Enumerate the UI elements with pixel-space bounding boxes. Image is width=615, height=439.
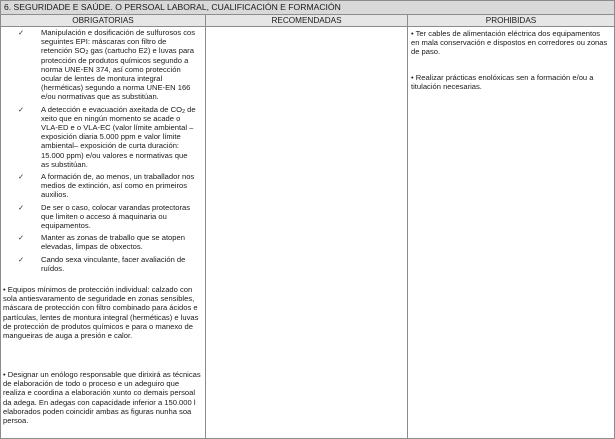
checklist-item-text-main: Manter as zonas de traballo que se atopen elevadas, limpas de obxectos. — [41, 233, 185, 252]
checklist-item-text — [41, 203, 203, 231]
enologo-paragraph: • Designar un enólogo responsable que dirixirá as técnicas de elaboración de todo o proceso e un adeguiro que realiza e coordina a elaboración xunto co demais persoal da adega. En adegas con capacidade inferior a 150.000 l elaborados poden coincidir ambas as figuras nunha soa persoa. — [3, 370, 201, 426]
checklist-item-text — [41, 255, 203, 273]
checklist-item-text-rest: de xeito que en ningún momento se acade o VLA-ED e o VLA-EC (valor límite ambiental –exposición diaria 5.000 ppm e valor límite ambiental– exposición de curta duración: 15.000 ppm) e/ou valores e normativas que as substitúan. — [41, 104, 196, 169]
checklist-item-text — [41, 172, 203, 200]
checklist-item-text-main: Manipulación e dosificación de sulfurosos cos seguintes EPI: máscaras con filtro de retención SO — [41, 28, 196, 56]
section-title: 6. SEGURIDADE E SAÚDE. O PERSOAL LABORAL, CUALIFICACIÓN E FORMACIÓN — [1, 1, 614, 15]
check-icon: ✓ — [17, 28, 25, 37]
obrigatorias-checklist — [1, 27, 205, 273]
chemical-subscript: 2 — [85, 50, 89, 57]
checklist-item — [1, 255, 203, 273]
checklist-item-text-rest: gas (cartucho E2) e luvas para protección de produtos químicos segundo a norma UNE-EN 374, así como protección ocular de lentes de montura integral (herméticas) segundo a norma UNE-EN 166 e/ou normativas que as substitúan. — [41, 46, 194, 102]
header-recomendadas: RECOMENDADAS — [206, 15, 408, 26]
prohibidas-item: • Ter cables de alimentación eléctrica dos equipamentos en mala conservación e dispostos en corredores ou zonas de paso. — [411, 29, 608, 57]
prohibidas-item: • Realizar prácticas enolóxicas sen a formación e/ou a titulación necesarias. — [411, 73, 594, 92]
check-icon: ✓ — [17, 172, 25, 182]
checklist-item — [1, 28, 203, 102]
checklist-item — [1, 105, 203, 169]
header-prohibidas: PROHIBIDAS — [485, 16, 537, 25]
checklist-item-text — [41, 28, 203, 102]
recomendadas-cell — [206, 27, 408, 439]
check-icon: ✓ — [17, 233, 25, 243]
header-obrigatorias: OBRIGATORIAS — [1, 15, 206, 26]
check-icon: ✓ — [17, 202, 25, 212]
checklist-item — [1, 203, 203, 231]
checklist-item-text — [41, 233, 203, 251]
check-icon: ✓ — [17, 104, 25, 114]
checklist-item — [1, 172, 203, 200]
obrigatorias-cell — [1, 27, 206, 439]
checklist-item-text-main: Cando sexa vinculante, facer avaliación de ruídos. — [41, 254, 186, 273]
prohibidas-cell — [408, 27, 614, 439]
checklist-item-text — [41, 105, 203, 169]
check-icon: ✓ — [17, 254, 25, 264]
chemical-subscript: 2 — [182, 108, 186, 115]
checklist-item-text-main: De ser o caso, colocar varandas protectoras que limiten o acceso á maquinaria ou equipamentos. — [41, 202, 190, 231]
table-body-row — [1, 27, 614, 439]
checklist-item-text-main: A detección e evacuación axeitada de CO — [41, 104, 182, 114]
checklist-item — [1, 233, 203, 251]
checklist-item-text-main: A formación de, ao menos, un traballador nos medios de extinción, así como en primeiros auxilios. — [41, 172, 195, 200]
table-header-row — [1, 15, 614, 27]
epi-paragraph: • Equipos mínimos de protección individual: calzado con sola antiesvaramento de seguridade en zonas sensibles, máscara de protección con filtro combinado para ácidos e partículas, lentes de montura integral (herméticas) e luvas de protección de produtos químicos e para o manexo de mangueiras de auga a presión e calor. — [3, 285, 199, 341]
